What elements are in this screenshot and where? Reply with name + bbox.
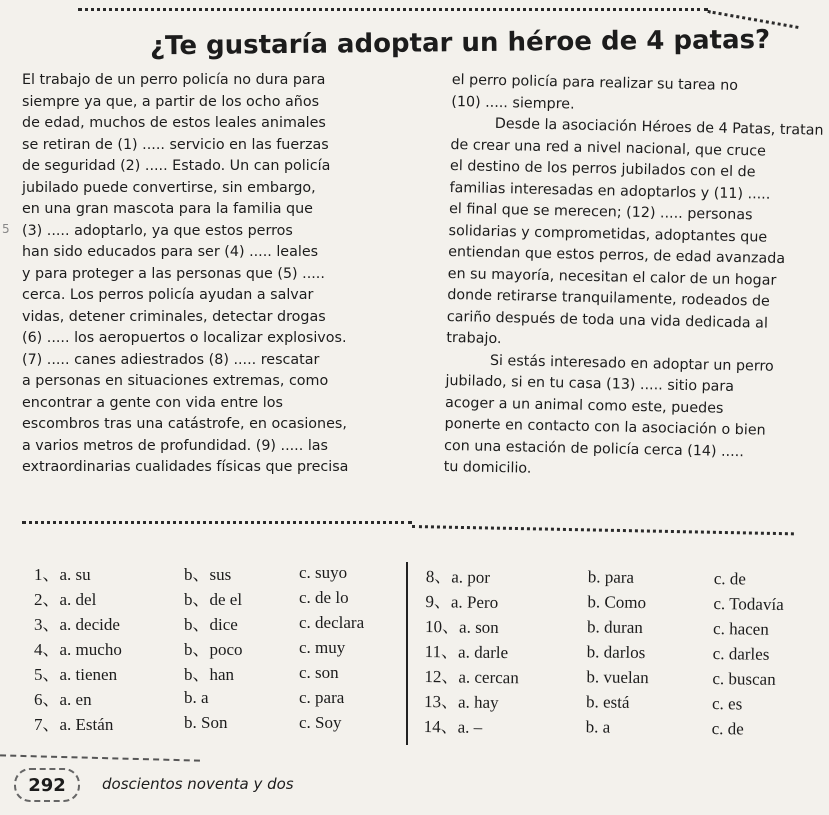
text-line: extraordinarias cualidades físicas que precisa <box>22 459 349 475</box>
text-line: en su mayoría, necesitan el calor de un hogar <box>447 265 777 289</box>
option-b: b. duran <box>586 616 643 637</box>
option-a: 14、a. – <box>423 716 483 737</box>
text-line: cerca. Los perros policía ayudan a salvar <box>22 287 314 303</box>
text-line: ponerte en contacto con la asociación o bien <box>444 415 766 439</box>
option-row <box>34 660 399 685</box>
option-a: 7、a. Están <box>34 715 114 734</box>
text-line: vidas, detener criminales, detectar drogas <box>22 308 326 325</box>
text-line: tu domicilio. <box>443 458 532 477</box>
option-c: c. Soy <box>299 712 342 732</box>
option-a: 11、a. darle <box>424 641 509 663</box>
text-line: el destino de los perros jubilados con el de <box>449 157 756 181</box>
left-paragraph <box>22 70 432 479</box>
text-line: el final que se merecen; (12) ..... personas <box>448 200 753 224</box>
option-b: b. a <box>184 687 209 707</box>
text-line: Si estás interesado en adoptar un perro <box>489 352 774 375</box>
text-line: Desde la asociación Héroes de 4 Patas, tratan <box>494 115 824 139</box>
text-line: a personas en situaciones extremas, como <box>22 373 329 389</box>
option-a: 2、a. del <box>34 590 97 609</box>
option-c: c. de lo <box>299 587 349 607</box>
option-row <box>34 710 399 735</box>
options-table-left <box>34 560 399 735</box>
option-c: c. darles <box>712 643 770 664</box>
text-line: acoger a un animal como este, puedes <box>444 394 724 417</box>
option-c: c. de <box>713 568 747 588</box>
option-c: c. para <box>299 687 345 707</box>
page-number-words: doscientos noventa y dos <box>102 775 294 793</box>
option-a: 8、a. por <box>425 566 491 587</box>
option-row <box>424 712 802 742</box>
text-line: donde retirarse tranquilamente, rodeados de <box>447 286 770 310</box>
text-line: escombros tras una catástrofe, en ocasiones, <box>22 416 347 432</box>
text-line: se retiran de (1) ..... servicio en las fuerzas <box>22 136 329 153</box>
option-c: c. hacen <box>712 618 769 639</box>
option-b: b. darlos <box>586 641 646 662</box>
option-row <box>34 585 399 610</box>
option-c: c. declara <box>299 612 365 632</box>
text-line: han sido educados para ser (4) ..... leales <box>22 244 319 260</box>
text-line: el perro policía para realizar su tarea no <box>451 71 739 94</box>
footer-dashed-rule <box>0 754 200 761</box>
text-line: con una estación de policía cerca (14) ..... <box>443 437 745 460</box>
option-c: c. muy <box>299 637 346 657</box>
text-line: (3) ..... adoptarlo, ya que estos perros <box>22 222 293 239</box>
text-line: trabajo. <box>446 329 502 348</box>
options-divider <box>406 562 408 745</box>
text-line: (10) ..... siempre. <box>451 93 575 113</box>
text-line: solidarias y comprometidas, adoptantes que <box>448 222 768 246</box>
option-c: c. de <box>711 718 744 738</box>
right-paragraph-2 <box>446 113 826 357</box>
option-b: b、sus <box>184 565 232 584</box>
option-a: 13、a. hay <box>423 691 499 713</box>
option-row <box>34 685 399 710</box>
text-line: de crear una red a nivel nacional, que cruce <box>450 136 767 160</box>
option-c: c. buscan <box>712 668 776 689</box>
option-b: b. Son <box>184 712 228 732</box>
option-a: 5、a. tienen <box>34 665 118 684</box>
option-b: b. a <box>585 716 611 737</box>
options-table-right <box>424 562 804 742</box>
option-a: 10、a. son <box>424 616 499 638</box>
text-line: de seguridad (2) ..... Estado. Un can policía <box>22 158 331 174</box>
option-c: c. es <box>711 693 743 713</box>
option-c: c. Todavía <box>713 593 784 614</box>
text-line: familias interesadas en adoptarlos y (11) ..... <box>449 179 771 203</box>
text-line: entiendan que estos perros, de edad avanzada <box>448 243 786 268</box>
side-mark: 5 <box>2 222 10 236</box>
text-line: en una gran mascota para la familia que <box>22 201 313 217</box>
option-a: 3、a. decide <box>34 615 120 634</box>
option-b: b、han <box>184 665 235 684</box>
option-b: b. está <box>585 691 630 712</box>
text-line: cariño después de toda una vida dedicada al <box>446 308 769 332</box>
option-b: b、de el <box>184 590 243 609</box>
page-number: 292 <box>28 774 66 796</box>
option-a: 12、a. cercan <box>424 666 519 688</box>
option-row <box>34 560 399 585</box>
middle-dotted-rule <box>22 521 412 524</box>
option-b: b. Como <box>587 591 647 612</box>
text-line: El trabajo de un perro policía no dura para <box>22 72 326 88</box>
option-b: b、poco <box>184 640 243 659</box>
page-title: ¿Te gustaría adoptar un héroe de 4 patas? <box>149 24 771 62</box>
page-number-badge <box>14 768 80 802</box>
text-line: a varios metros de profundidad. (9) ..... las <box>22 437 329 454</box>
option-a: 1、a. su <box>34 565 91 584</box>
text-line: de edad, muchos de estos leales animales <box>22 115 326 131</box>
option-a: 9、a. Pero <box>425 591 499 613</box>
right-text-column <box>443 70 826 486</box>
option-a: 4、a. mucho <box>34 640 122 659</box>
text-line: jubilado, si en tu casa (13) ..... sitio para <box>445 372 735 395</box>
option-row <box>34 610 399 635</box>
text-line: (6) ..... los aeropuertos o localizar explosivos. <box>22 330 347 346</box>
option-b: b. para <box>587 566 635 587</box>
option-c: c. son <box>299 662 339 682</box>
left-text-column <box>22 70 432 479</box>
option-row <box>34 635 399 660</box>
middle-dotted-rule-right <box>412 525 794 535</box>
option-b: b. vuelan <box>586 666 649 687</box>
top-dotted-rule <box>78 8 708 11</box>
text-line: encontrar a gente con vida entre los <box>22 394 283 411</box>
text-line: (7) ..... canes adiestrados (8) ..... rescatar <box>22 351 320 368</box>
text-line: jubilado puede convertirse, sin embargo, <box>22 179 316 196</box>
option-a: 6、a. en <box>34 690 92 709</box>
right-paragraph-3 <box>443 349 821 486</box>
text-line: y para proteger a las personas que (5) ..... <box>22 265 325 282</box>
text-line: siempre ya que, a partir de los ocho años <box>22 93 320 110</box>
option-b: b、dice <box>184 615 238 634</box>
option-c: c. suyo <box>299 562 348 582</box>
